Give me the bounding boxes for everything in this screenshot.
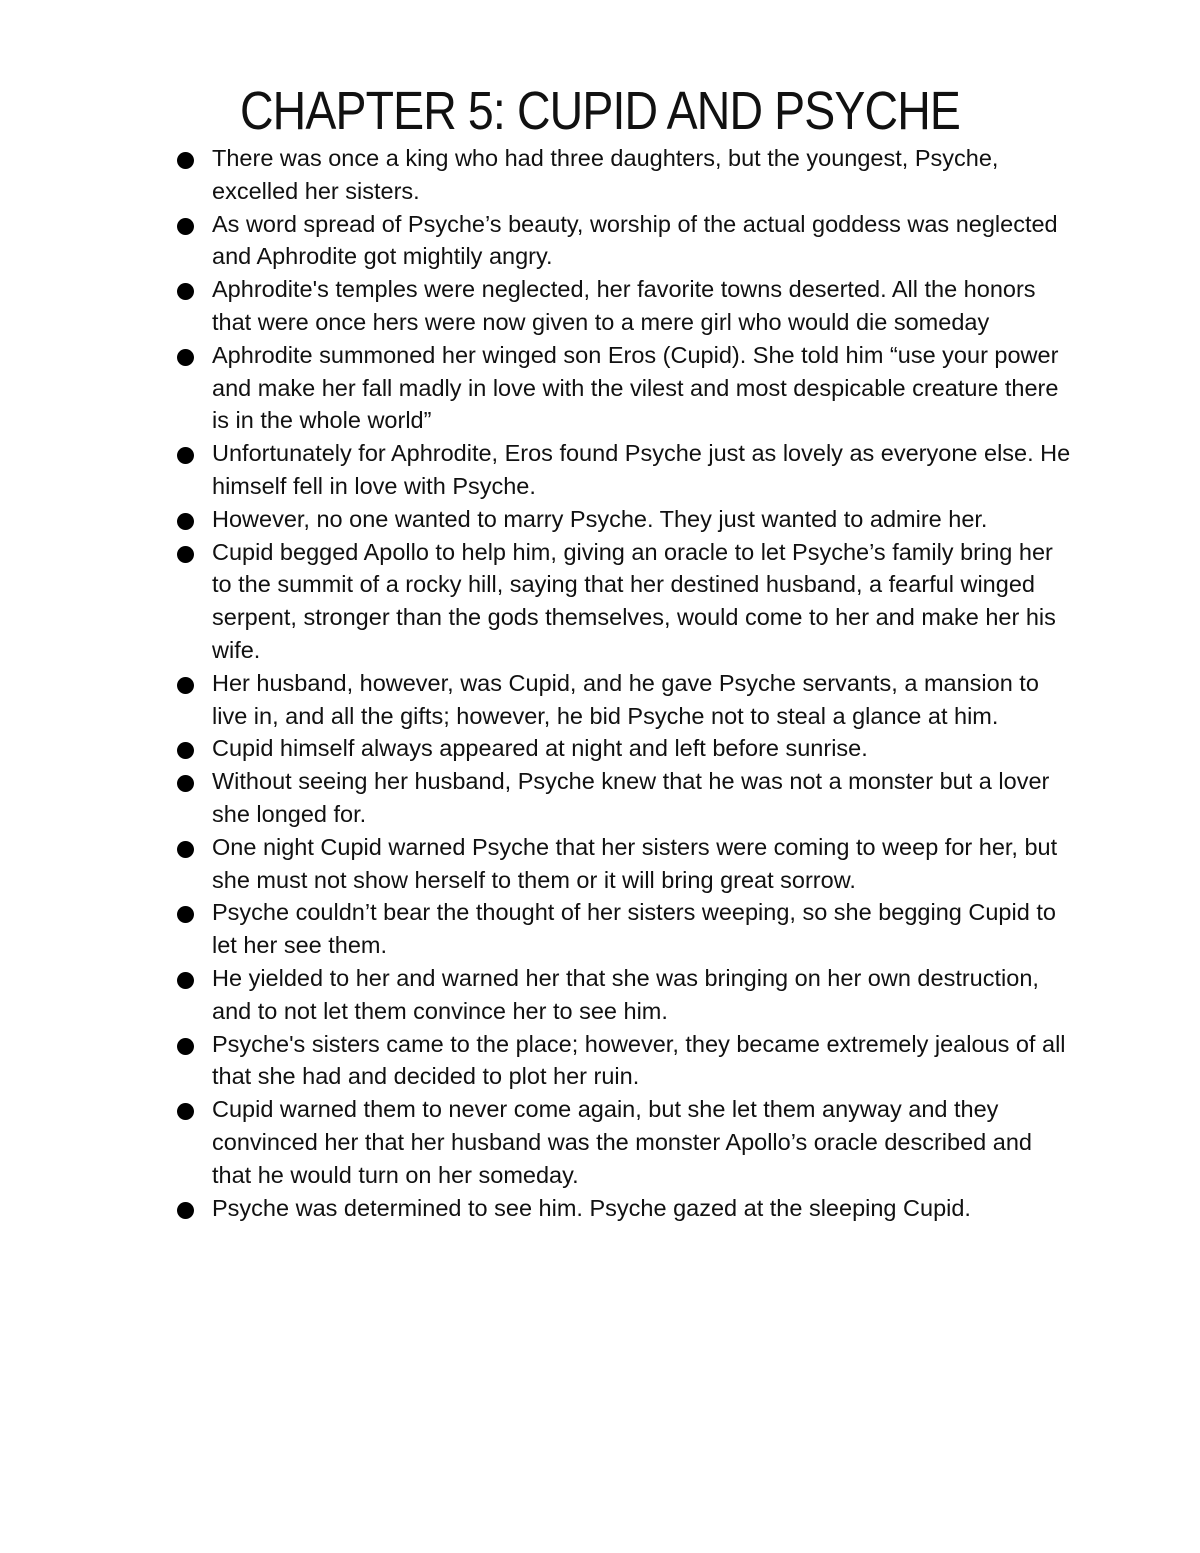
bullet-text: Cupid begged Apollo to help him, giving an oracle to let Psyche’s family bring her to the summit of a rocky hill, saying that her destined husband, a fearful winged serpent, stronger than the gods themselves, would come to her and make her his wife.: [212, 538, 1056, 663]
bullet-dot-icon: [177, 972, 194, 989]
bullet-dot-icon: [177, 546, 194, 563]
bullet-text: Psyche's sisters came to the place; however, they became extremely jealous of all that she had and decided to plot her ruin.: [212, 1030, 1066, 1090]
bullet-dot-icon: [177, 349, 194, 366]
bullet-text: Aphrodite's temples were neglected, her favorite towns deserted. All the honors that were once hers were now given to a mere girl who would die someday: [212, 276, 1036, 335]
bullet-text: One night Cupid warned Psyche that her sisters were coming to weep for her, but she must not show herself to them or it will bring great sorrow.: [212, 833, 1058, 893]
bullet-dot-icon: [177, 742, 194, 759]
bullet-item: [175, 536, 1075, 667]
bullet-dot-icon: [177, 513, 194, 530]
bullet-dot-icon: [177, 906, 194, 923]
bullet-text: Cupid warned them to never come again, but she let them anyway and they convinced her that her husband was the monster Apollo’s oracle described and that he would turn on her someday.: [212, 1096, 1032, 1188]
bullet-item: [175, 437, 1075, 503]
bullet-item: [175, 273, 1075, 339]
bullet-dot-icon: [177, 1038, 194, 1055]
bullet-dot-icon: [177, 283, 194, 300]
bullet-text: Her husband, however, was Cupid, and he gave Psyche servants, a mansion to live in, and all the gifts; however, he bid Psyche not to steal a glance at him.: [212, 669, 1039, 729]
bullet-dot-icon: [177, 152, 194, 169]
bullet-item: [175, 831, 1075, 897]
bullet-item: [175, 667, 1075, 733]
bullet-dot-icon: [177, 775, 194, 792]
chapter-title: CHAPTER 5: CUPID AND PSYCHE: [240, 81, 960, 141]
bullet-text: There was once a king who had three daughters, but the youngest, Psyche, excelled her sisters.: [212, 145, 999, 204]
bullet-item: [175, 208, 1075, 274]
bullet-dot-icon: [177, 677, 194, 694]
bullet-text: Aphrodite summoned her winged son Eros (Cupid). She told him “use your power and make her fall madly in love with the vilest and most despicable creature there is in the whole world”: [212, 341, 1059, 434]
bullet-item: [175, 732, 1075, 765]
bullet-item: [175, 1028, 1075, 1094]
bullet-item: [175, 962, 1075, 1028]
bullet-dot-icon: [177, 841, 194, 858]
bullet-text: Unfortunately for Aphrodite, Eros found Psyche just as lovely as everyone else. He himself fell in love with Psyche.: [212, 440, 1071, 499]
bullet-text: Without seeing her husband, Psyche knew that he was not a monster but a lover she longed for.: [212, 768, 1050, 827]
bullet-dot-icon: [177, 1202, 194, 1219]
bullet-list: [175, 142, 1075, 1224]
bullet-item: [175, 142, 1075, 208]
bullet-dot-icon: [177, 218, 194, 235]
bullet-item: [175, 503, 1075, 536]
bullet-text: Psyche was determined to see him. Psyche gazed at the sleeping Cupid.: [212, 1194, 971, 1221]
bullet-text: He yielded to her and warned her that she was bringing on her own destruction, and to not let them convince her to see him.: [212, 964, 1039, 1024]
bullet-item: [175, 1192, 1075, 1225]
bullet-text: However, no one wanted to marry Psyche. They just wanted to admire her.: [212, 505, 988, 532]
bullet-item: [175, 339, 1075, 437]
bullet-text: Cupid himself always appeared at night and left before sunrise.: [212, 735, 868, 762]
bullet-text: As word spread of Psyche’s beauty, worship of the actual goddess was neglected and Aphrodite got mightily angry.: [212, 210, 1058, 270]
bullet-item: [175, 896, 1075, 962]
bullet-item: [175, 765, 1075, 831]
bullet-text: Psyche couldn’t bear the thought of her sisters weeping, so she begging Cupid to let her see them.: [212, 899, 1056, 959]
bullet-item: [175, 1093, 1075, 1191]
bullet-dot-icon: [177, 447, 194, 464]
bullet-dot-icon: [177, 1103, 194, 1120]
